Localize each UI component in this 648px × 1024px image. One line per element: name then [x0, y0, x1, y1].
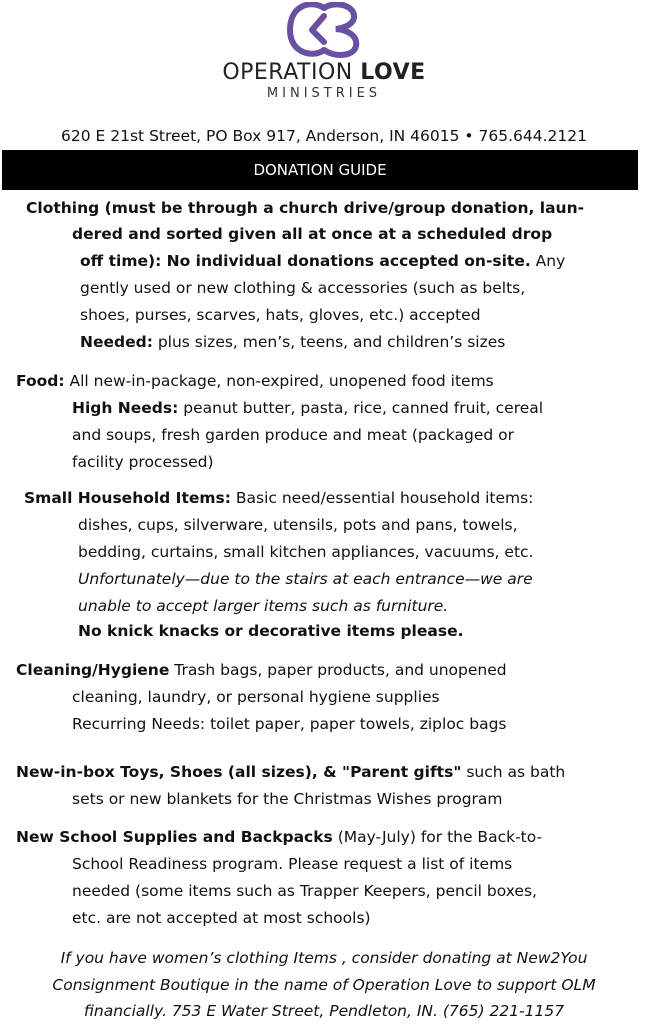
footer-line-2: Consignment Boutique in the name of Operation Love to support OLM — [52, 976, 596, 994]
food-high-needs-text: peanut butter, pasta, rice, canned fruit, cereal — [178, 399, 544, 417]
cleaning-line-2: cleaning, laundry, or personal hygiene supplies — [72, 688, 440, 706]
clothing-line-5: shoes, purses, scarves, hats, gloves, etc.) accepted — [80, 306, 481, 324]
household-line-2: dishes, cups, silverware, utensils, pots and pans, towels, — [78, 516, 518, 534]
clothing-heading-line-2: dered and sorted given all at once at a scheduled drop — [72, 225, 553, 243]
brand-subtitle: MINISTRIES — [266, 86, 382, 101]
household-line-1 — [24, 488, 533, 508]
food-high-needs-label: High Needs: — [72, 399, 179, 417]
operation-love-logo-icon — [284, 2, 364, 58]
household-label: Small Household Items: — [24, 489, 231, 507]
cleaning-text: Trash bags, paper products, and unopened — [169, 661, 507, 679]
household-line-3: bedding, curtains, small kitchen appliances, vacuums, etc. — [78, 543, 534, 561]
food-label: Food: — [16, 372, 65, 390]
clothing-needed-text: plus sizes, men’s, teens, and children’s sizes — [152, 333, 506, 351]
school-line-2: School Readiness program. Please request a list of items — [72, 855, 513, 873]
clothing-line-3 — [80, 251, 565, 271]
clothing-line-4: gently used or new clothing & accessories (such as belts, — [80, 279, 526, 297]
cleaning-line-1 — [16, 660, 507, 680]
school-line-4: etc. are not accepted at most schools) — [72, 909, 371, 927]
food-line-1 — [16, 371, 494, 391]
donation-guide-title: DONATION GUIDE — [2, 150, 638, 190]
clothing-heading-line-1: Clothing (must be through a church drive/group donation, laun- — [26, 199, 585, 217]
cleaning-recurring-label: Recurring Needs: — [72, 715, 206, 733]
toys-label: New-in-box Toys, Shoes (all sizes), & "Parent gifts" — [16, 763, 462, 781]
cleaning-label: Cleaning/Hygiene — [16, 661, 170, 679]
footer-line-1: If you have women’s clothing Items , consider donating at New2You — [60, 949, 588, 967]
food-high-needs-line-3: facility processed) — [72, 453, 214, 471]
household-italic-note-1: Unfortunately—due to the stairs at each entrance—we are — [78, 570, 533, 588]
address-line: 620 E 21st Street, PO Box 917, Anderson, IN 46015 • 765.644.2121 — [61, 127, 587, 145]
brand-name — [0, 60, 648, 85]
household-text: Basic need/essential household items: — [230, 489, 534, 507]
brand-name-bold: LOVE — [360, 60, 426, 85]
toys-text: such as bath — [461, 763, 566, 781]
footer-line-3: financially. 753 E Water Street, Pendleton, IN. (765) 221-1157 — [83, 1002, 565, 1020]
clothing-needed-line — [80, 332, 505, 352]
household-no-knick-knacks: No knick knacks or decorative items please. — [78, 622, 464, 640]
toys-line-1 — [16, 762, 565, 782]
food-high-needs-line-1 — [72, 398, 543, 418]
toys-line-2: sets or new blankets for the Christmas Wishes program — [72, 790, 503, 808]
school-line-3: needed (some items such as Trapper Keepers, pencil boxes, — [72, 882, 537, 900]
clothing-line-3-rest: Any — [530, 252, 566, 270]
clothing-needed-label: Needed: — [80, 333, 153, 351]
school-text: (May-July) for the Back-to- — [332, 828, 543, 846]
clothing-no-individual-note: off time): No individual donations accepted on-site. — [80, 252, 531, 270]
school-line-1 — [16, 827, 542, 847]
cleaning-recurring-text: toilet paper, paper towels, ziploc bags — [205, 715, 507, 733]
household-italic-note-2: unable to accept larger items such as furniture. — [78, 597, 449, 615]
school-label: New School Supplies and Backpacks — [16, 828, 333, 846]
food-text: All new-in-package, non-expired, unopened food items — [64, 372, 494, 390]
food-high-needs-line-2: and soups, fresh garden produce and meat (packaged or — [72, 426, 514, 444]
brand-name-light: OPERATION — [222, 60, 353, 85]
cleaning-recurring-line — [72, 714, 507, 734]
